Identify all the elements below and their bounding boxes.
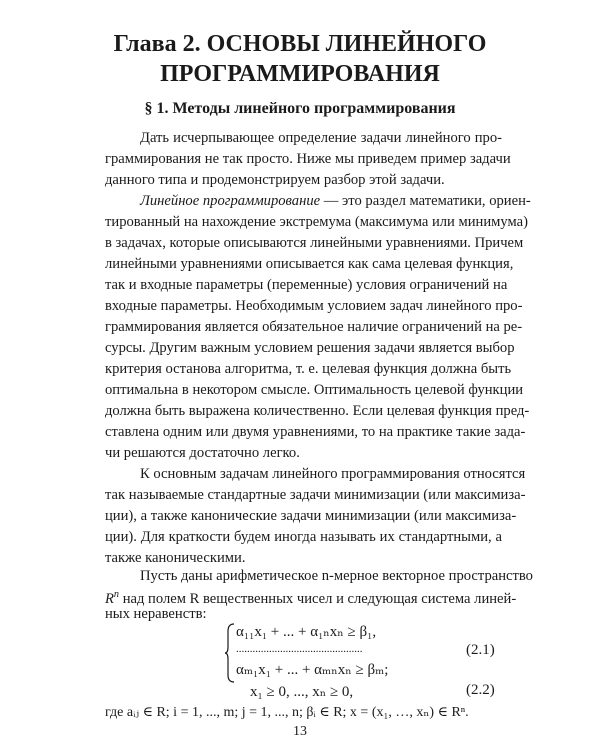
- p2-line-10: оптимальна в некотором смысле. Оптимальность целевой функции: [105, 382, 524, 398]
- p4-line-2-text: над полем R вещественных чисел и следующая система линей-: [122, 591, 517, 607]
- p2-line-1-rest: — это раздел математики, ориен-: [320, 193, 531, 209]
- p3-line-1: К основным задачам линейного программирования относятся: [140, 466, 526, 482]
- equation-row-1: α₁₁x₁ + ... + α₁ₙxₙ ≥ β₁,: [236, 624, 377, 640]
- term-linear-programming: Линейное программирование: [140, 193, 321, 209]
- equation-row-3: αₘ₁x₁ + ... + αₘₙxₙ ≥ βₘ;: [236, 662, 389, 678]
- equation-number-2-1: (2.1): [466, 642, 495, 658]
- p2-line-6: входные параметры. Необходимым условием задач линейного про-: [105, 298, 523, 314]
- p3-line-4: ции). Для краткости будем иногда называть их стандартными, а: [105, 529, 502, 545]
- p4-line-1: Пусть даны арифметическое n-мерное векторное пространство: [140, 568, 533, 584]
- p2-line-5: так и входные параметры (переменные) условия ограничений на: [105, 277, 508, 293]
- p2-line-4: линейными уравнениями описывается как сама целевая функция,: [105, 256, 514, 272]
- p2-line-3: в задачах, которые описываются линейными уравнениями. Причем: [105, 235, 524, 251]
- p2-line-8: сурсы. Другим важным условием решения задачи является выбор: [105, 340, 515, 356]
- p4-line-3: ных неравенств:: [105, 606, 207, 622]
- where-line: где aᵢⱼ ∈ R; i = 1, ..., m; j = 1, ..., n; βᵢ ∈ R; x = (x₁, …, xₙ) ∈ Rⁿ.: [105, 705, 469, 720]
- page-number: 13: [293, 724, 307, 739]
- section-title: § 1. Методы линейного программирования: [144, 100, 456, 117]
- p2-line-2: тированный на нахождение экстремума (максимума или минимума): [105, 214, 528, 230]
- rn-symbol: $R^n$: [105, 589, 120, 607]
- p3-line-3: ции), а также канонические задачи минимизации (или максимиза-: [105, 508, 517, 524]
- p3-line-2: так называемые стандартные задачи минимизации (или максимиза-: [105, 487, 526, 503]
- p2-line-7: граммирования является обязательное наличие ограничений на ре-: [105, 319, 523, 335]
- equation-row-4: x₁ ≥ 0, ..., xₙ ≥ 0,: [250, 684, 354, 700]
- chapter-title-line-2: ПРОГРАММИРОВАНИЯ: [160, 61, 440, 87]
- p2-line-1: [140, 191, 531, 211]
- chapter-title-line-1: Глава 2. ОСНОВЫ ЛИНЕЙНОГО: [113, 31, 487, 57]
- equation-number-2-2: (2.2): [466, 682, 495, 698]
- p2-line-13: чи решаются достаточно легко.: [105, 445, 300, 461]
- p3-line-5: также каноническими.: [105, 550, 246, 566]
- p2-line-11: должна быть выражена количественно. Если целевая функция пред-: [105, 403, 530, 419]
- equation-dots: ..............................................: [236, 643, 363, 655]
- p2-line-9: критерия останова алгоритма, т. е. целевая функция должна быть: [105, 361, 512, 377]
- p1-line-2: граммирования не так просто. Ниже мы приведем пример задачи: [105, 151, 511, 167]
- p1-line-3: данного типа и продемонстрируем разбор этой задачи.: [105, 172, 445, 188]
- p1-line-1: Дать исчерпывающее определение задачи линейного про-: [140, 130, 502, 146]
- p2-line-12: ставлена одним или двумя уравнениями, то на практике такие зада-: [105, 424, 526, 440]
